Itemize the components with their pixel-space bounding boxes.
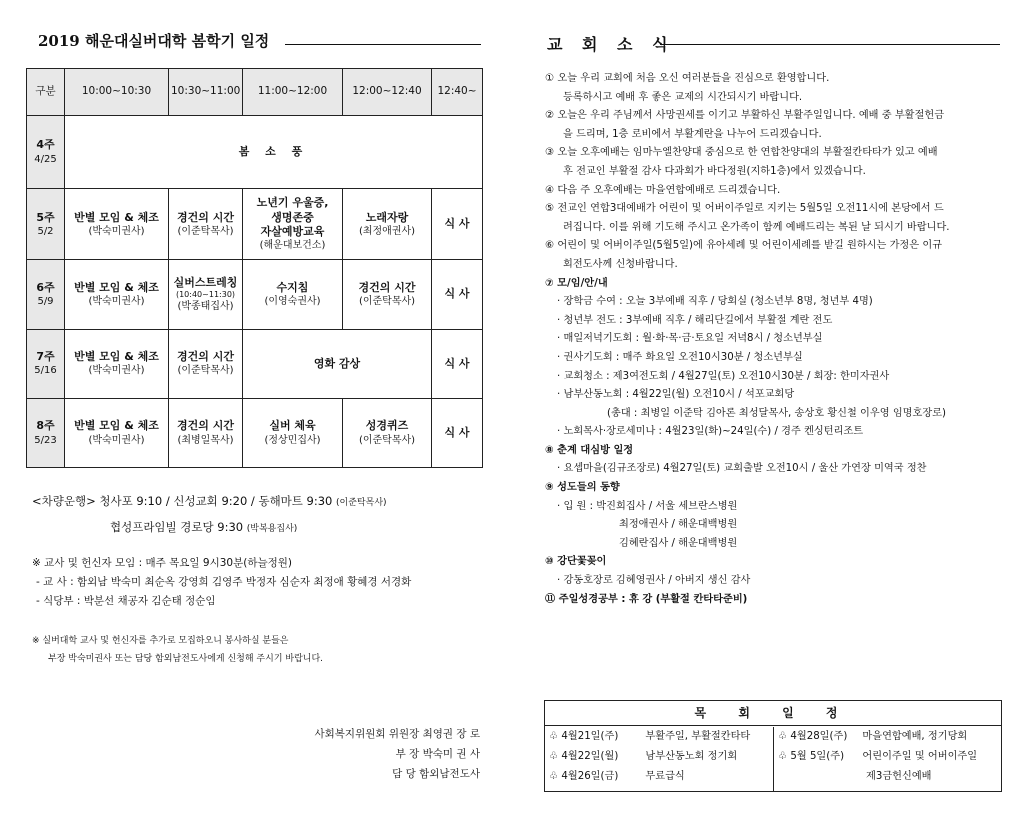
news-line: 후 전교인 부활절 감사 다과회가 바다정원(지하1층)에서 있겠습니다.	[563, 165, 866, 177]
notice-line: ※ 실버대학 교사 및 헌신자를 추가로 모집하오니 봉사하실 분들은	[32, 636, 289, 646]
signature-line: 사회복지위원회 위원장 최영권 장 로	[314, 728, 480, 740]
schedule-entry: ♧ 4월26일(금) 무료급식	[549, 771, 685, 782]
staff-line: - 교 사 : 함외남 박숙미 최순옥 강영희 김영주 박정자 심순자 최정애 황혜경 서경화	[36, 576, 412, 588]
session-cell: 반별 모임 & 체조 (박숙미권사)	[65, 398, 169, 467]
notice-line: 부장 박숙미권사 또는 담당 함외남전도사에게 신청해 주시기 바랍니다.	[48, 654, 324, 664]
week-cell: 6주 5/9	[27, 260, 65, 329]
week-cell: 7주 5/16	[27, 329, 65, 398]
pastoral-schedule-box	[544, 700, 1002, 792]
session-cell: 경건의 시간 (이준탁목사)	[169, 189, 243, 260]
week-cell: 5주 5/2	[27, 189, 65, 260]
news-item: · 권사기도회 : 매주 화요일 오전10시30분 / 청소년부실	[557, 351, 803, 363]
meal-cell: 식 사	[432, 260, 483, 329]
vehicle-schedule	[32, 489, 387, 541]
news-item: · 청년부 전도 : 3부예배 직후 / 해리단길에서 부활절 계란 전도	[557, 314, 833, 326]
header-cell: 11:00~12:00	[243, 69, 343, 116]
session-cell: 실버스트레칭 (10:40~11:30) (박종태집사)	[169, 260, 243, 329]
session-cell: 경건의 시간 (최병일목사)	[169, 398, 243, 467]
session-cell: 수지침 (이영숙권사)	[243, 260, 343, 329]
church-news	[545, 70, 1005, 609]
session-cell: 반별 모임 & 체조 (박숙미권사)	[65, 260, 169, 329]
news-item: · 매일저녁기도회 : 월·화·목·금·토요일 저녁8시 / 청소년부실	[557, 333, 823, 345]
news-line: 려집니다. 이를 위해 기도해 주시고 온가족이 함께 예배드리는 복된 날 되시기 바랍니다.	[563, 221, 950, 233]
news-item: · 노회목사·장로세미나 : 4월23일(화)~24일(수) / 경주 켄싱턴리조트	[557, 426, 864, 438]
section-heading: ⑨ 성도들의 동향	[545, 482, 620, 494]
news-line: ② 오늘은 우리 주님께서 사망권세를 이기고 부활하신 부활주일입니다. 예배 중 부활절헌금	[545, 110, 945, 122]
clover-icon: ♧	[778, 731, 788, 742]
header-cell: 12:00~12:40	[343, 69, 432, 116]
header-cell: 구분	[27, 69, 65, 116]
session-cell: 실버 체육 (정상민집사)	[243, 398, 343, 467]
week-cell: 8주 5/23	[27, 398, 65, 467]
schedule-entry: ♧ 5월 5일(주) 어린이주일 및 어버이주일	[778, 751, 978, 762]
news-line: ④ 다음 주 오후예배는 마을연합예배로 드리겠습니다.	[545, 184, 781, 196]
header-cell: 10:00~10:30	[65, 69, 169, 116]
news-item: · 입 원 : 박진희집사 / 서울 세브란스병원	[557, 500, 738, 512]
session-cell: 반별 모임 & 체조 (박숙미권사)	[65, 329, 169, 398]
clover-icon: ♧	[549, 731, 559, 742]
session-cell: 노년기 우울증, 생명존중 자살예방교육 (해운대보건소)	[243, 189, 343, 260]
session-cell: 반별 모임 & 체조 (박숙미권사)	[65, 189, 169, 260]
vehicle-line: <차량운행> 청사포 9:10 / 신성교회 9:20 / 동해마트 9:30 (이준탁목사)	[32, 494, 387, 508]
signature-line: 부 장 박숙미 권 사	[395, 748, 480, 760]
news-item: · 요셉마을(김규조장로) 4월27일(토) 교회출발 오전10시 / 울산 가연장 미역국 정찬	[557, 463, 927, 475]
section-heading: ⑪ 주일성경공부 : 휴 강 (부활절 칸타타준비)	[545, 593, 748, 605]
table-header-row	[27, 69, 483, 116]
title-rule	[285, 44, 481, 45]
news-line: ⑥ 어린이 및 어버이주일(5월5일)에 유아세례 및 어린이세례를 받길 원하시는 가정은 이규	[545, 240, 943, 252]
news-item: · 남부산동노회 : 4월22일(월) 오전10시 / 석포교회당	[557, 389, 795, 401]
schedule-entry: ♧ 4월22일(월) 남부산동노회 정기회	[549, 751, 738, 762]
staff-line: ※ 교사 및 헌신자 모임 : 매주 목요일 9시30분(하늘정원)	[32, 557, 292, 569]
vehicle-line: 협성프라임빌 경로당 9:30 (박복용집사)	[110, 520, 298, 534]
meal-cell: 식 사	[432, 398, 483, 467]
schedule-entry: ♧ 4월21일(주) 부활주일, 부활절칸타타	[549, 731, 751, 742]
table-row	[27, 189, 483, 260]
meal-cell: 식 사	[432, 189, 483, 260]
section-heading: ⑦ 모/임/안/내	[545, 277, 608, 289]
staff-info	[32, 554, 411, 611]
title-rule	[660, 44, 1000, 45]
clover-icon: ♧	[549, 751, 559, 762]
schedule-column-left	[549, 727, 769, 787]
header-cell: 10:30~11:00	[169, 69, 243, 116]
holiday-cell: 봄 소 풍	[65, 115, 483, 188]
news-item: 김혜란집사 / 해운대백병원	[619, 537, 738, 549]
session-cell: 노래자랑 (최정애권사)	[343, 189, 432, 260]
clover-icon: ♧	[778, 751, 788, 762]
schedule-entry: 제3금헌신예배	[866, 771, 932, 782]
news-item: · 교회청소 : 제3여전도회 / 4월27일(토) 오전10시30분 / 회장: 한미자권사	[557, 370, 890, 382]
news-title: 교 회 소 식	[547, 35, 675, 54]
news-line: ③ 오늘 오후예배는 임마누엘찬양대 중심으로 한 연합찬양대의 부활절칸타타가 있고 예배	[545, 147, 938, 159]
news-line: ① 오늘 우리 교회에 처음 오신 여러분들을 진심으로 환영합니다.	[545, 73, 830, 84]
week-cell: 4주 4/25	[27, 115, 65, 188]
session-cell: 경건의 시간 (이준탁목사)	[343, 260, 432, 329]
session-cell: 경건의 시간 (이준탁목사)	[169, 329, 243, 398]
pastoral-schedule-title: 목 회 일 정	[545, 701, 1001, 726]
meal-cell: 식 사	[432, 329, 483, 398]
news-line: 등록하시고 예배 후 좋은 교제의 시간되시기 바랍니다.	[563, 91, 803, 103]
clover-icon: ♧	[549, 771, 559, 782]
schedule-table	[26, 68, 483, 468]
session-cell: 성경퀴즈 (이준탁목사)	[343, 398, 432, 467]
section-heading: ⑩ 강단꽃꽂이	[545, 556, 607, 568]
section-heading: ⑧ 춘계 대심방 일정	[545, 444, 634, 456]
table-row	[27, 115, 483, 188]
staff-line: - 식당부 : 박분선 채공자 김순태 정순임	[36, 595, 216, 607]
news-line: 을 드리며, 1층 로비에서 부활계란을 나누어 드리겠습니다.	[563, 128, 822, 140]
schedule-title: 2019 해운대실버대학 봄학기 일정	[38, 32, 270, 50]
signature-block	[280, 724, 480, 784]
header-cell: 12:40~	[432, 69, 483, 116]
news-item: (총대 : 최병일 이준탁 김아론 최성달목사, 송상호 황신철 이우영 임명호장로)	[607, 407, 946, 419]
table-row	[27, 260, 483, 329]
schedule-entry: ♧ 4월28일(주) 마을연합예배, 정기당회	[778, 731, 968, 742]
table-row	[27, 398, 483, 467]
news-line: 회전도사께 신청바랍니다.	[563, 258, 678, 270]
recruit-notice	[32, 632, 323, 668]
schedule-column-right	[773, 727, 1002, 791]
news-item: · 장학금 수여 : 오늘 3부예배 직후 / 당회실 (청소년부 8명, 청년부 4명)	[557, 296, 873, 308]
signature-line: 담 당 함외남전도사	[392, 768, 480, 780]
news-line: ⑤ 전교인 연합3대예배가 어린이 및 어버이주일로 지키는 5월5일 오전11시에 본당에서 드	[545, 203, 944, 215]
news-item: · 강동호장로 김혜영권사 / 아버지 생신 감사	[557, 575, 751, 587]
session-cell: 영화 감상	[243, 329, 432, 398]
news-item: 최정애권사 / 해운대백병원	[619, 519, 738, 531]
table-row	[27, 329, 483, 398]
